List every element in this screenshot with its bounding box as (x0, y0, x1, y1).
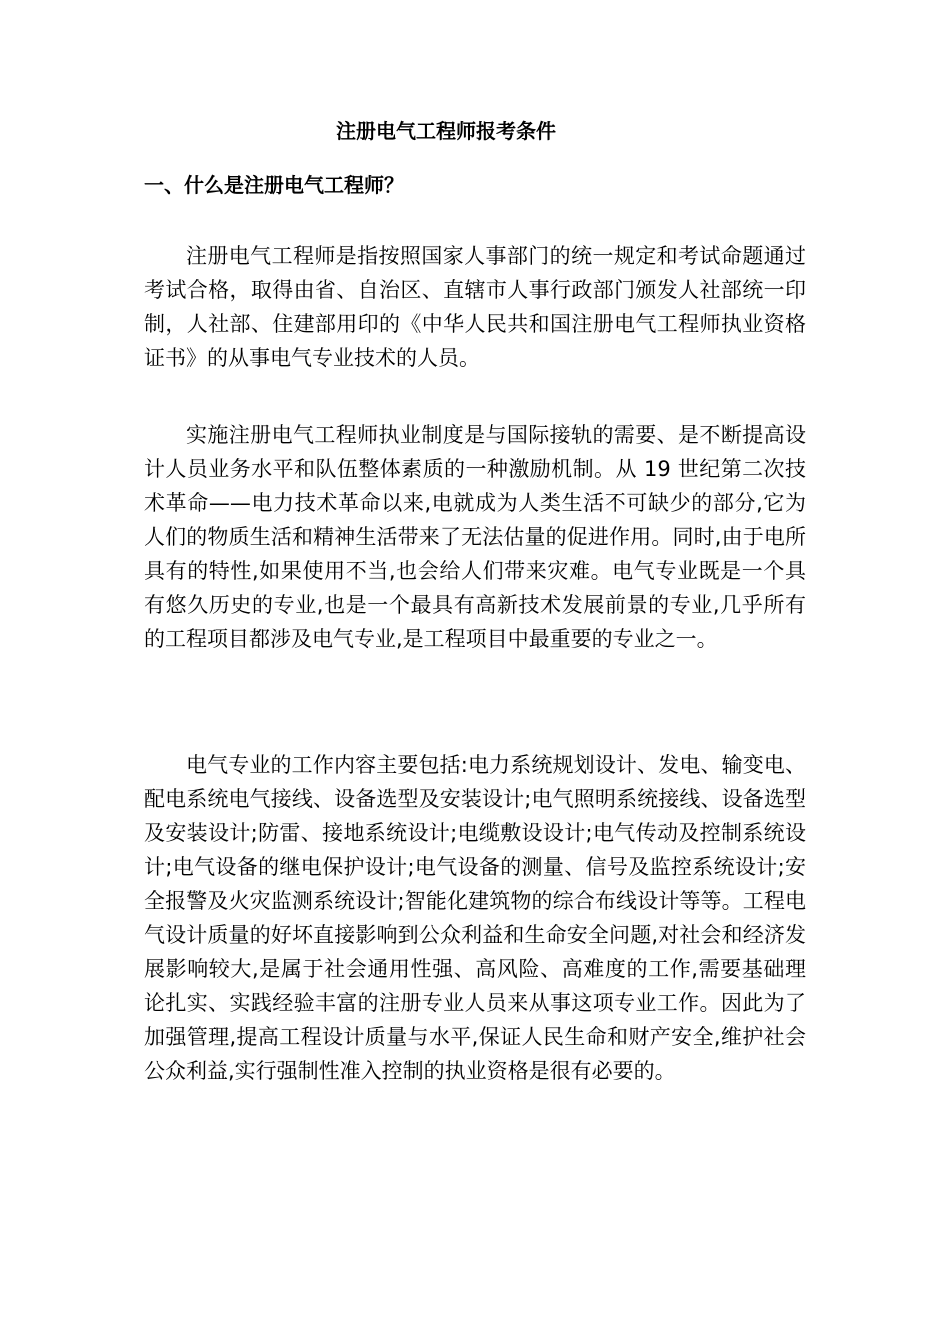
paragraph-purpose: 实施注册电气工程师执业制度是与国际接轨的需要、是不断提高设计人员业务水平和队伍整体素质的一种激励机制。从 19 世纪第二次技术革命——电力技术革命以来,电就成为人类生活不可缺少的部分,它为人们的物质生活和精神生活带来了无法估量的促进作用。同时,由于电所具有的特性,如果使用不当,也会给人们带来灾难。电气专业既是一个具有悠久历史的专业,也是一个最具有高新技术发展前景的专业,几乎所有的工程项目都涉及电气专业,是工程项目中最重要的专业之一。 (144, 423, 806, 651)
document-title: 注册电气工程师报考条件 (336, 119, 556, 143)
paragraph-work-content: 电气专业的工作内容主要包括:电力系统规划设计、发电、输变电、配电系统电气接线、设备选型及安装设计;电气照明系统接线、设备选型及安装设计;防雷、接地系统设计;电缆敷设设计;电气传动及控制系统设计;电气设备的继电保护设计;电气设备的测量、信号及监控系统设计;安全报警及火灾监测系统设计;智能化建筑物的综合布线设计等等。工程电气设计质量的好坏直接影响到公众利益和生命安全问题,对社会和经济发展影响较大,是属于社会通用性强、高风险、高难度的工作,需要基础理论扎实、实践经验丰富的注册专业人员来从事这项专业工作。因此为了加强管理,提高工程设计质量与水平,保证人民生命和财产安全,维护社会公众利益,实行强制性准入控制的执业资格是很有必要的。 (144, 753, 806, 1083)
paragraph-definition: 注册电气工程师是指按照国家人事部门的统一规定和考试命题通过考试合格，取得由省、自治区、直辖市人事行政部门颁发人社部统一印制，人社部、住建部用印的《中华人民共和国注册电气工程师执业资格证书》的从事电气专业技术的人员。 (144, 244, 806, 370)
section-heading: 一、什么是注册电气工程师？ (144, 173, 404, 197)
